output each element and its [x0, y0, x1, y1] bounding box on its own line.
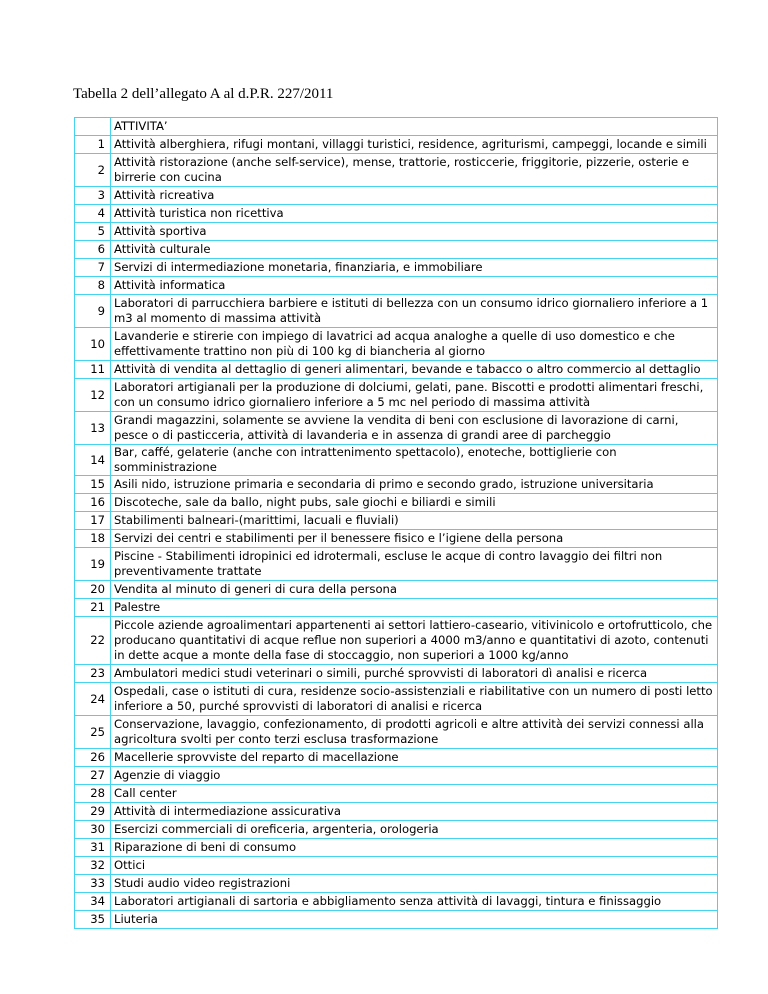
table-row	[75, 749, 718, 767]
row-number-cell: 11	[75, 361, 111, 379]
table-row	[75, 803, 718, 821]
row-number-cell: 27	[75, 767, 111, 785]
row-activity-cell: Asili nido, istruzione primaria e secondaria di primo e secondo grado, istruzione universitaria	[111, 476, 718, 494]
row-activity-cell: Servizi di intermediazione monetaria, finanziaria, e immobiliare	[111, 259, 718, 277]
table-header-row	[75, 118, 718, 136]
row-activity-cell: Discoteche, sale da ballo, night pubs, sale giochi e biliardi e simili	[111, 494, 718, 512]
row-number-cell: 24	[75, 683, 111, 716]
row-number-cell: 28	[75, 785, 111, 803]
table-row	[75, 839, 718, 857]
row-activity-cell: Servizi dei centri e stabilimenti per il benessere fisico e l’igiene della persona	[111, 530, 718, 548]
table-row	[75, 205, 718, 223]
row-number-cell: 20	[75, 581, 111, 599]
row-activity-cell: Attività culturale	[111, 241, 718, 259]
row-number-cell: 18	[75, 530, 111, 548]
row-activity-cell: Agenzie di viaggio	[111, 767, 718, 785]
row-activity-cell: Bar, caffé, gelaterie (anche con intrattenimento spettacolo), enoteche, bottiglierie con somministrazione	[111, 445, 718, 476]
row-activity-cell: Studi audio video registrazioni	[111, 875, 718, 893]
table-row	[75, 716, 718, 749]
table-row	[75, 581, 718, 599]
table-row	[75, 259, 718, 277]
table-row	[75, 617, 718, 665]
table-row	[75, 379, 718, 412]
row-number-cell: 30	[75, 821, 111, 839]
row-activity-cell: Attività sportiva	[111, 223, 718, 241]
table-row	[75, 295, 718, 328]
row-activity-cell: Grandi magazzini, solamente se avviene la vendita di beni con esclusione di lavorazione di carni, pesce o di pasticceria, attività di lavanderia e in assenza di grandi aree di parcheggio	[111, 412, 718, 445]
row-activity-cell: Attività ricreativa	[111, 187, 718, 205]
row-activity-cell: Ospedali, case o istituti di cura, residenze socio-assistenziali e riabilitative con un numero di posti letto inferiore a 50, purché sprovvisti di laboratori di analisi e ricerca	[111, 683, 718, 716]
row-number-cell: 25	[75, 716, 111, 749]
table-row	[75, 767, 718, 785]
row-activity-cell: Palestre	[111, 599, 718, 617]
row-number-cell: 31	[75, 839, 111, 857]
table-row	[75, 476, 718, 494]
row-activity-cell: Call center	[111, 785, 718, 803]
table-row	[75, 187, 718, 205]
table-row	[75, 599, 718, 617]
row-number-cell: 29	[75, 803, 111, 821]
header-activity-cell: ATTIVITA’	[111, 118, 718, 136]
row-activity-cell: Esercizi commerciali di oreficeria, argenteria, orologeria	[111, 821, 718, 839]
row-activity-cell: Attività di intermediazione assicurativa	[111, 803, 718, 821]
row-activity-cell: Lavanderie e stirerie con impiego di lavatrici ad acqua analoghe a quelle di uso domestico e che effettivamente trattino non più di 100 kg di biancheria al giorno	[111, 328, 718, 361]
row-number-cell: 8	[75, 277, 111, 295]
row-number-cell: 5	[75, 223, 111, 241]
table-row	[75, 530, 718, 548]
row-number-cell: 33	[75, 875, 111, 893]
table-row	[75, 412, 718, 445]
row-activity-cell: Conservazione, lavaggio, confezionamento, di prodotti agricoli e altre attività dei servizi connessi alla agricoltura svolti per conto terzi esclusa trasformazione	[111, 716, 718, 749]
row-activity-cell: Liuteria	[111, 911, 718, 929]
row-activity-cell: Laboratori artigianali per la produzione di dolciumi, gelati, pane. Biscotti e prodotti alimentari freschi, con un consumo idrico giornaliero inferiore a 5 mc nel periodo di massima attività	[111, 379, 718, 412]
row-activity-cell: Macellerie sprovviste del reparto di macellazione	[111, 749, 718, 767]
row-number-cell: 13	[75, 412, 111, 445]
table-row	[75, 548, 718, 581]
table-row	[75, 494, 718, 512]
table-row	[75, 857, 718, 875]
table-row	[75, 821, 718, 839]
row-activity-cell: Laboratori di parrucchiera barbiere e istituti di bellezza con un consumo idrico giornaliero inferiore a 1 m3 al momento di massima attività	[111, 295, 718, 328]
row-number-cell: 21	[75, 599, 111, 617]
row-number-cell: 34	[75, 893, 111, 911]
row-activity-cell: Vendita al minuto di generi di cura della persona	[111, 581, 718, 599]
table-row	[75, 361, 718, 379]
row-activity-cell: Attività alberghiera, rifugi montani, villaggi turistici, residence, agriturismi, campeggi, locande e simili	[111, 136, 718, 154]
row-number-cell: 10	[75, 328, 111, 361]
header-num-cell	[75, 118, 111, 136]
row-activity-cell: Ambulatori medici studi veterinari o simili, purché sprovvisti di laboratori dì analisi e ricerca	[111, 665, 718, 683]
row-number-cell: 14	[75, 445, 111, 476]
row-activity-cell: Ottici	[111, 857, 718, 875]
row-number-cell: 35	[75, 911, 111, 929]
row-number-cell: 26	[75, 749, 111, 767]
row-number-cell: 19	[75, 548, 111, 581]
table-row	[75, 154, 718, 187]
table-row	[75, 277, 718, 295]
page-title: Tabella 2 dell’allegato A al d.P.R. 227/2011	[73, 86, 334, 102]
table-row	[75, 241, 718, 259]
row-number-cell: 22	[75, 617, 111, 665]
row-number-cell: 12	[75, 379, 111, 412]
row-activity-cell: Attività ristorazione (anche self-service), mense, trattorie, rosticcerie, friggitorie, pizzerie, osterie e birrerie con cucina	[111, 154, 718, 187]
table-row	[75, 328, 718, 361]
row-number-cell: 32	[75, 857, 111, 875]
table-row	[75, 512, 718, 530]
row-activity-cell: Attività di vendita al dettaglio di generi alimentari, bevande e tabacco o altro commercio al dettaglio	[111, 361, 718, 379]
row-activity-cell: Piscine - Stabilimenti idropinici ed idrotermali, escluse le acque di contro lavaggio dei filtri non preventivamente trattate	[111, 548, 718, 581]
table-row	[75, 893, 718, 911]
row-number-cell: 23	[75, 665, 111, 683]
row-number-cell: 17	[75, 512, 111, 530]
row-activity-cell: Attività informatica	[111, 277, 718, 295]
row-activity-cell: Piccole aziende agroalimentari appartenenti ai settori lattiero-caseario, vitivinicolo e ortofrutticolo, che producano quantitativi di acque reflue non superiori a 4000 m3/anno e quantitativi di azoto, contenuti in dette acque a monte della fase di stoccaggio, non superiori a 1000 kg/anno	[111, 617, 718, 665]
row-number-cell: 1	[75, 136, 111, 154]
row-number-cell: 9	[75, 295, 111, 328]
row-activity-cell: Riparazione di beni di consumo	[111, 839, 718, 857]
row-number-cell: 6	[75, 241, 111, 259]
row-number-cell: 7	[75, 259, 111, 277]
row-activity-cell: Attività turistica non ricettiva	[111, 205, 718, 223]
row-number-cell: 4	[75, 205, 111, 223]
table-row	[75, 785, 718, 803]
table-row	[75, 683, 718, 716]
table-row	[75, 136, 718, 154]
table-row	[75, 911, 718, 929]
activity-table	[74, 117, 718, 929]
row-number-cell: 16	[75, 494, 111, 512]
row-number-cell: 15	[75, 476, 111, 494]
table-row	[75, 665, 718, 683]
table-body	[75, 118, 718, 929]
table-row	[75, 445, 718, 476]
row-number-cell: 3	[75, 187, 111, 205]
row-number-cell: 2	[75, 154, 111, 187]
table-row	[75, 223, 718, 241]
table-row	[75, 875, 718, 893]
row-activity-cell: Laboratori artigianali di sartoria e abbigliamento senza attività di lavaggi, tintura e finissaggio	[111, 893, 718, 911]
row-activity-cell: Stabilimenti balneari-(marittimi, lacuali e fluviali)	[111, 512, 718, 530]
